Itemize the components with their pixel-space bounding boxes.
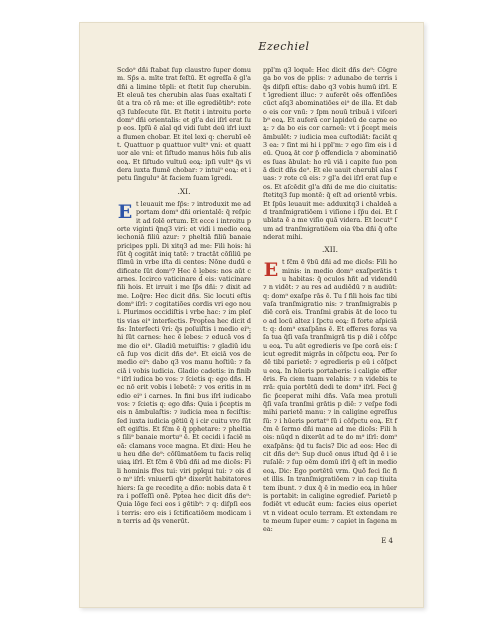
left-column-opening-text: Scdo⁹ dñi ſtabat ſup claustro ſuper domum. Sp̄s a. mīte trat feſtū. Et egreſſa ē gl'a dñi a limine tēpli: et ſtetit ſup cherubin. Et eleuā tes cherubin alas ſuas exaltati ſūt a tra cō rā me: et ille egrediētib⁹: rote q3 ſubſecute ſūt. Et ſtetit i introitu porte dom⁹ dñi orientalis: et gl'a dei iſrl erat ſup eos. Ipſū ē aīal qd vidi ſubt deū iſrl iuxta flumen chobar. Et itel lexi q: cherubī eēt. Quattuor p quattuor vult⁹ vni: et quattuor ale vni: et ſiſtudo manus hōis ſub alis eoꝝ. Et ſiſtudo vultuū eoꝝ: ipſi vult⁹ q̄s videra iuxta flumē chobar: ⁊ intui⁹ eoꝝ: et ipetu ſingulu⁹ āt faciem ſuam īgredi. bbox=[117, 66, 251, 183]
signature-mark: E 4 bbox=[381, 536, 393, 545]
left-column bbox=[117, 66, 251, 525]
right-column-opening-text: ppl'm q3 loquē: Hec dicit dñs de⁹: Cōgrega bo vos de pplis: ⁊ adunabo de terris i q̄s diſpſi eſtis: dabo q3 vobis humū iſrl. Et īgredient illuc: ⁊ auferēt oēs offenſiões cūct aſq3 abominatiōes ei⁹ de illa. Et dabo eis cor vnū: ⁊ ſpm nouū tribuā i viſcerib⁹ eoꝝ. Et auferā cor lapideū de carne eoꝝ: ⁊ da bo eis cor carneū: vt i p̄cept̄ meis āmbulēt: ⁊ iudicia mea cuſtodiāt: faciāt q3 ea: ⁊ ſint mi hi i ppl'm: ⁊ ego ſim eis i deū. Quoꝝ āt cor p̄ offendicla ⁊ abominatiōes ſuas ābulat: ho rū viā i capite ſuo ponā dicit dñs de⁹. Et ele uauit cherubī alas ſuas: ⁊ rote cū eis: ⁊ gl'a dei iſrl erat ſup eos. Et aſcēdit gl'a dñi de me dio ciuitatis: ſtetitq3 ſup montē: q̄ eſt ad orientē vrbis. Et ſpūs leuauit me: adduxitq3 i chaldeā ad tranſmigratiōem i viſione i ſp̄u dei. Et ſublata ē a me viſio quā videra. Et locut⁹ ſum ad tranſmigratiōem oia v̄ba dñi q̄ oſtenderat mihi. bbox=[263, 66, 397, 241]
chapter-heading-xi: .XI. bbox=[177, 186, 191, 196]
chapter-xi-paragraph bbox=[117, 200, 251, 525]
running-head: Ezechiel bbox=[258, 40, 310, 53]
chapter-xii-paragraph bbox=[263, 258, 397, 533]
manuscript-leaf bbox=[79, 22, 424, 608]
right-column bbox=[263, 66, 397, 546]
red-initial-letter: E bbox=[263, 259, 279, 282]
chapter-xii-text: t fc̄m ē v̄bū dñi ad me dicēs: Fili ho minis: in medio dom⁹ exaſperātis tu habitas: q̄ oculos hñt ad videndū ⁊ n vidēt: ⁊ au res ad audiēdū ⁊ n audiūt: q: dom⁹ exaſpe rās ē. Tu ſ fili hois fac tibi vaſa tranſmigratio nis: ⁊ tranſmigrabis p diē corā eis. Tranſmi grabis āt de loco tuo ad locū altez i ſpctu eoꝝ: ſi forte aſpiciāt: q: dom⁹ exaſpāns ē. Et efferes foras vaſa tua q̄ſi vaſa tranſmigrā tis p diē i cōſpcu eoꝝ. Tu aūt egredieris ve ſpe corā eis: ſicut egredit migrās in cōſpctu eoꝝ. Per ſodē tibi parietē: ⁊ egredieris p eū i cōſpctu eoꝝ. In hūeris portaberis: i caligie efferēris. Fa ciem tuam velabis: ⁊ n videbis terrā: quia portētū dedi te dom⁹ iſrl. Feci ḡ ſic p̄ceperat mihi dñs. Vaſa mea protuli q̄ſi vaſa tranſmi grātis p diē: ⁊ veſpe fodi mihi parietē manu: ⁊ in caligine egreſſus ſū: ⁊ i hūeris portat⁹ ſū i cōſpctu eoꝝ. Et fc̄m ē ſermo dñi mane ad me dicēs: Fili hois: nūqd n dixerūt ad te do m⁹ iſrl: dom⁹ exaſpāns: q̄d tu facis? Dic ad eos: Hec dicit dñs de⁹: Sup ducē onus iſtud q̄d ē i ieruſalē: ⁊ ſup oēm domū iſrl q̄ eſt in medio eoꝝ. Dic: Ego portētū vrm. Quō feci ſic fiet illis. In tranſmigratiōem ⁊ in cap tiuitatem ibunt. ⁊ dux q̄ ē in medio eoꝝ in hūeris portabit: in caligine egredief. Parietē pfodiēt vt educāt eum: facies eius operiet vt n videat oculo terram. Et extendam rete meum ſuper eum: ⁊ capiet in ſagena mea: bbox=[263, 258, 397, 534]
chapter-xi-text: t leuauit me ſp̄s: ⁊ introduxit me ad portam dom⁹ dñi orientalē: q̄ reſpicit ad ſolē ortum. Et ecce i introitu porte viginti q̄nq3 viri: et vidi i medio eoꝝ iechoniā filiū azur: ⁊ pheltiā filiū banaie pricipes ppli. Di xitq3 ad me: Fili hois: hi ſūt q̄ cogitāt iniq tatē: ⁊ tractāt cōſiliū peſſimū in vrbe iſta di centes: Nōne dudū edificate ſūt dom⁹? Hec ē lebes: nos aūt carnes. Iccirco vaticinare d̄ eis: vaticinare fili hois. Et irruit i me ſp̄s dñi: ⁊ dixit ad me. Loq̄re: Hec dicit dñs. Sic locuti eſtis dom⁹ iſrl: ⁊ cogitatiões cordis vri ego noui. Plurimos occidiſtis i vrbe hac: ⁊ im pleſtis vias ei⁹ interfectis. Propt̄ea hec dicit dñs: Interfecti v̄ri: q̄s poſuiſtis i medio ei⁹: hi ſūt carnes: hec ē lebes: ⁊ educā vos d̄ me dio ei⁹. Gladiū metuiſtis: ⁊ gladiū iducā ſup vos dicit dñs de⁹. Et eiciā vos de medio ei⁹: dabo q3 vos manu hoſtiū: ⁊ faciā i vobis iudicia. Gladio cadetis: in finib⁹ iſrl iudica bo vos: ⁊ ſcietis q: ego dñs. Hec nō erit vobis i lebetē: ⁊ vos eritis in medio ei⁹ i carnes. In fini bus iſrl iudicabo vos: ⁊ ſcietis q: ego dñs: Quia i p̄ceptis meis n āmbulaſtis: ⁊ iudicia mea n feciſtis: ſed iuxta iudicia gētiū q̄ i cir cuitu vro ſūt eſt egiſtis. Et fc̄m ē q̄ pphetare: ⁊ pheltias ſili⁹ banaie mortu⁹ ē. Et cecidi i faciē meā: clamans voce magna. Et dixi: Heu heu heu dñe de⁹: cōſūmatōem tu facis reliquiaꝝ iſrl. Et fc̄m ē v̄bū dñi ad me dicēs: Fili hominis fr̄es tui: viri ppīqui tui: ⁊ ois do m⁹ iſrl: vniuerſi qb⁹ dixerūt habitatores hiers: ſa ge recedite a dño: nobis data ē tra i poſſeſſi onē. Ppt̄ea hec dicit dñs de⁹: Quia lōge feci eos i gētib⁹: ⁊ q: diſpſi eos i terris: ero eis i ſctificatiōem modicam in terris ad q̄s venerūt. bbox=[117, 199, 251, 525]
chapter-heading-xii: .XII. bbox=[321, 245, 339, 255]
blue-initial-letter: E bbox=[117, 200, 133, 223]
